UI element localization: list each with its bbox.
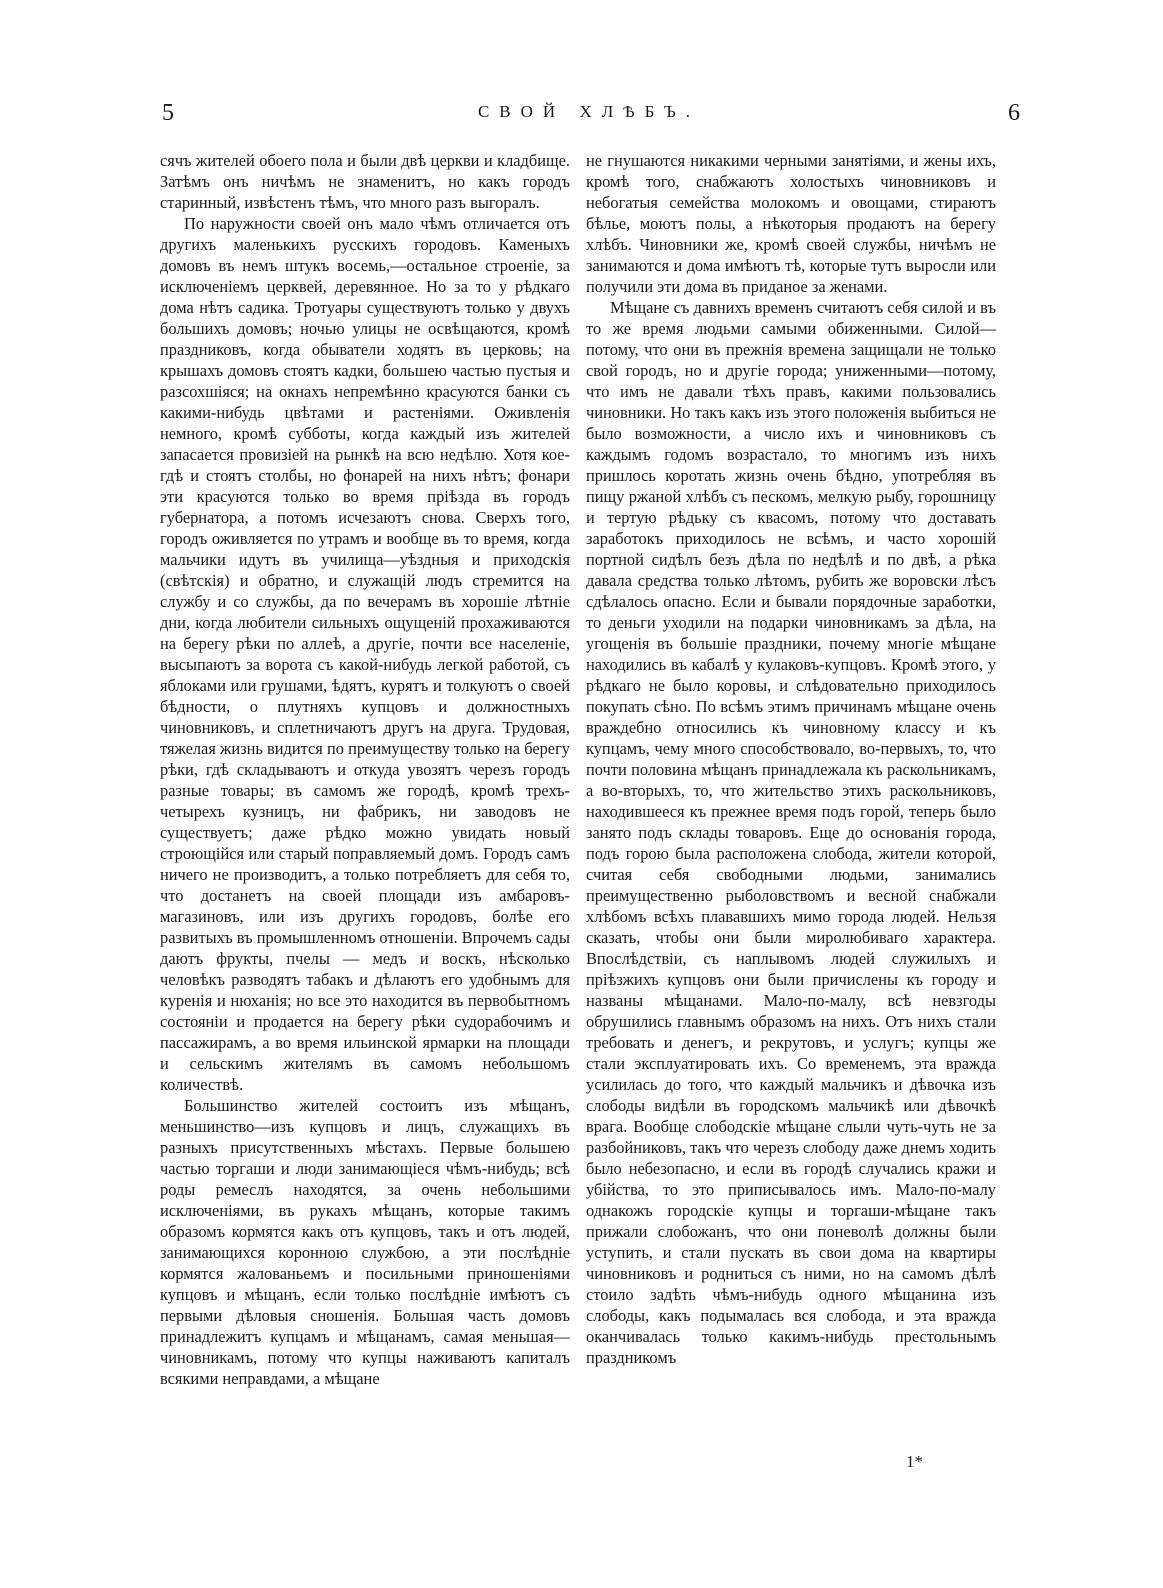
right-column xyxy=(586,150,996,1368)
paragraph: сячъ жителей обоего пола и были двѣ церкви и кладбище. Затѣмъ онъ ничѣмъ не знаменитъ, но какъ городъ старинный, извѣстенъ тѣмъ, что много разъ выгоралъ. xyxy=(160,151,570,212)
page-number-right: 6 xyxy=(1008,100,1020,126)
page-header xyxy=(158,96,1020,136)
paragraph: Мѣщане съ давнихъ временъ считаютъ себя силой и въ то же время людьми самыми обиженными. Силой—потому, что они въ прежнія времена защищали не только свой городъ, но и другіе города; униженными—потому, что имъ не давали тѣхъ правъ, какими пользовались чиновники. Но такъ какъ изъ этого положенія выбиться не было возможности, а число ихъ и чиновниковъ съ каждымъ годомъ возрастало, то многимъ изъ нихъ пришлось коротать жизнь очень бѣдно, употребляя въ пищу ржаной хлѣбъ съ пескомъ, мелкую рыбу, горошницу и тертую рѣдьку съ квасомъ, потому что доставать заработокъ приходилось не всѣмъ, и часто хорошій портной сидѣлъ безъ дѣла по недѣлѣ и по двѣ, а рѣка давала средства только лѣтомъ, рубить же воровски лѣсъ сдѣлалось опасно. Если и бывали порядочные заработки, то деньги уходили на подарки чиновникамъ за дѣла, на угощенія въ большіе праздники, почему многіе мѣщане находились въ кабалѣ у кулаковъ-купцовъ. Кромѣ этого, у рѣдкаго не было коровы, и слѣдовательно приходилось покупать сѣно. По всѣмъ этимъ причинамъ мѣщане очень враждебно относились къ чиновному классу и къ купцамъ, чему много способствовало, во-первыхъ, то, что почти половина мѣщанъ принадлежала къ раскольникамъ, а во-вторыхъ, то, что жительство этихъ раскольниковъ, находившееся къ прежнее время подъ горой, теперь было занято подъ склады товаровъ. Еще до основанія города, подъ горою была расположена слобода, жители которой, считая себя свободными людьми, занимались преимущественно рыболовствомъ и весной снабжали хлѣбомъ всѣхъ плававшихъ мимо города людей. Нельзя сказать, чтобы они были миролюбиваго характера. Впослѣдствіи, съ наплывомъ людей служилыхъ и пріѣзжихъ купцовъ они были причислены къ городу и названы мѣщанами. Мало-по-малу, всѣ невзгоды обрушились главнымъ образомъ на нихъ. Отъ нихъ стали требовать и денегъ, и рекрутовъ, и услугъ; купцы же стали эксплуатировать ихъ. Со временемъ, эта вражда усилилась до того, что каждый мальчикъ и дѣвочка изъ слободы видѣли въ городскомъ мальчикѣ или дѣвочкѣ врага. Вообще слободскіе мѣщане слыли чуть-чуть не за разбойниковъ, такъ что черезъ слободу даже днемъ ходить было небезопасно, и если въ городѣ случались кражи и убійства, то это приписывалось имъ. Мало-по-малу однакожъ городскіе купцы и торгаши-мѣщане такъ прижали слобожанъ, что они поневолѣ должны были уступить, и стали пускать въ свои дома на квартиры чиновниковъ и родниться съ ними, но на самомъ дѣлѣ стоило задѣть чѣмъ-нибудь одного мѣщанина изъ слободы, какъ подымалась вся слобода, и эта вражда оканчивалась только какимъ-нибудь престольнымъ праздникомъ xyxy=(586,298,996,1367)
paragraph: не гнушаются никакими черными занятіями, и жены ихъ, кромѣ того, снабжаютъ холостыхъ чиновниковъ и небогатыя семейства молокомъ и овощами, стираютъ бѣлье, моютъ полы, а нѣкоторыя продаютъ на берегу хлѣбъ. Чиновники же, кромѣ своей службы, ничѣмъ не занимаются и дома имѣютъ тѣ, которые тутъ выросли или получили эти дома въ приданое за женами. xyxy=(586,151,996,296)
signature-mark: 1* xyxy=(906,1452,923,1471)
paragraph: Большинство жителей состоитъ изъ мѣщанъ, меньшинство—изъ купцовъ и лицъ, служащихъ въ разныхъ присутственныхъ мѣстахъ. Первые большею частью торгаши и люди занимающіеся чѣмъ-нибудь; всѣ роды ремеслъ находятся, за очень небольшими исключеніями, въ рукахъ мѣщанъ, которые такимъ образомъ кормятся какъ отъ купцовъ, такъ и отъ людей, занимающихся коронною службою, а эти послѣдніе кормятся жалованьемъ и посильными приношеніями купцовъ и мѣщанъ, если только послѣдніе имѣютъ съ первыми дѣловыя сношенія. Большая часть домовъ принадлежитъ купцамъ и мѣщанамъ, самая меньшая—чиновникамъ, потому что купцы наживаютъ капиталъ всякими неправдами, а мѣщане xyxy=(160,1096,570,1388)
running-title: СВОЙ ХЛѢБЪ. xyxy=(477,102,701,121)
page-number-left: 5 xyxy=(162,100,174,126)
left-column xyxy=(160,150,570,1389)
paragraph: По наружности своей онъ мало чѣмъ отличается отъ другихъ маленькихъ русскихъ городовъ. Каменыхъ домовъ въ немъ штукъ восемь,—остальное строеніе, за исключеніемъ церквей, деревянное. Но за то у рѣдкаго дома нѣтъ садика. Тротуары существуютъ только у двухъ большихъ домовъ; ночью улицы не освѣщаются, кромѣ праздниковъ, когда обыватели ходятъ въ церковь; на крышахъ домовъ стоятъ кадки, большею частью пустыя и разсохшіяся; на окнахъ непремѣнно красуются банки съ какими-нибудь цвѣтами и растеніями. Оживленія немного, кромѣ субботы, когда каждый изъ жителей запасается провизіей на рынкѣ на всю недѣлю. Хотя кое-гдѣ и стоятъ столбы, но фонарей на нихъ нѣтъ; фонари эти красуются только во время пріѣзда въ городъ губернатора, а потомъ исчезаютъ снова. Сверхъ того, городъ оживляется по утрамъ и вообще въ то время, когда мальчики идутъ въ училища—уѣздныя и приходскія (свѣтскія) и обратно, и служащій людъ стремится на службу и со службы, да по вечерамъ въ хорошіе лѣтніе дни, когда любители сильныхъ ощущеній прохаживаются на берегу рѣки по аллеѣ, а другіе, почти все населеніе, высыпаютъ за ворота съ какой-нибудь легкой работой, съ яблоками или грушами, ѣдятъ, курятъ и толкуютъ о своей бѣдности, о плутняхъ купцовъ и должностныхъ чиновниковъ, и сплетничаютъ другъ на друга. Трудовая, тяжелая жизнь видится по преимуществу только на берегу рѣки, гдѣ складываютъ и откуда увозятъ черезъ городъ разные товары; въ самомъ же городѣ, кромѣ трехъ-четырехъ кузницъ, ни фабрикъ, ни заводовъ не существуетъ; даже рѣдко можно увидать новый строющійся или старый поправляемый домъ. Городъ самъ ничего не производитъ, а только потребляетъ для себя то, что достанетъ на своей площади изъ амбаровъ-магазиновъ, или изъ другихъ городовъ, болѣе его развитыхъ въ промышленномъ отношеніи. Впрочемъ сады даютъ фрукты, пчелы — медъ и воскъ, нѣсколько человѣкъ разводятъ табакъ и дѣлаютъ его удобнымъ для куренія и нюханія; но все это находится въ первобытномъ состояніи и продается на берегу рѣки судорабочимъ и пассажирамъ, а во время ильинской ярмарки на площади и сельскимъ жителямъ въ самомъ небольшомъ количествѣ. xyxy=(160,214,570,1094)
